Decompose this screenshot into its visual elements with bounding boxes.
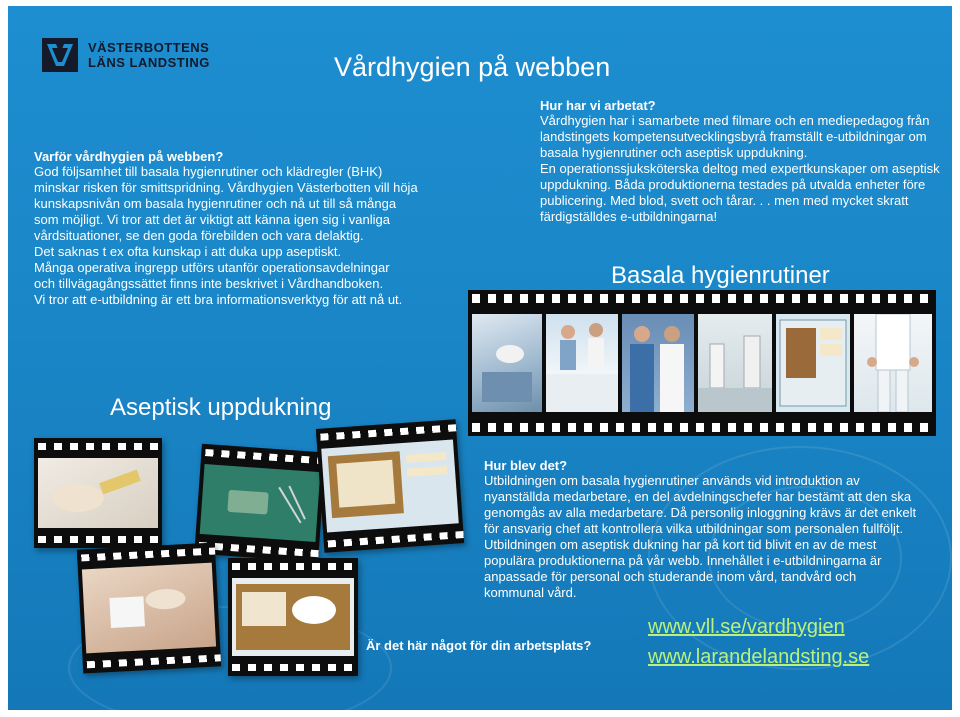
why-heading: Varför vårdhygien på webben? — [34, 149, 224, 164]
result-line: nyanställda medarbetare, en del avdelningschefer har bestämt att den ska — [484, 489, 912, 504]
film-perforation-bottom — [34, 536, 162, 543]
film-perforation-top — [228, 563, 358, 570]
how-worked-line: En operationssjuksköterska deltog med expertkunskaper om aseptisk — [540, 161, 940, 176]
nurses-bed-icon — [546, 314, 618, 412]
snapshot-hands — [77, 542, 221, 673]
film-perforation-top — [316, 424, 456, 441]
link-larandelandsting[interactable]: www.larandelandsting.se — [648, 646, 870, 668]
why-line: som möjligt. Vi tror att det är viktigt att känna igen sig i vanliga — [34, 212, 390, 227]
result-line: populära produktionerna på vår webb. Innehållet i e-utbildningarna är — [484, 553, 882, 568]
how-worked-line: uppdukning. Båda produktionerna testades på utvalda enheter före — [540, 177, 926, 192]
film-perforation-top — [34, 443, 162, 450]
hands-gauze-icon — [82, 563, 216, 654]
film-perforation-top — [201, 449, 325, 465]
quiz-screen-photo — [232, 578, 354, 656]
sanitizer-bottles-icon — [698, 314, 772, 412]
film-frame-quiz — [776, 314, 850, 412]
why-line: God följsamhet till basala hygienrutiner och klädregler (BHK) — [34, 164, 383, 179]
result-body — [484, 473, 944, 601]
result-line: anpassade för personal och studerande inom vård, tandvård och — [484, 569, 857, 584]
snapshot-screen-2 — [228, 558, 358, 676]
logo-line-2: LÄNS LANDSTING — [88, 55, 210, 70]
result-line: genomgås av alla medarbetare. Då personlig inloggning krävs är det enkelt — [484, 505, 917, 520]
result-section — [484, 458, 944, 601]
link-vardhygien[interactable]: www.vll.se/vardhygien — [648, 616, 845, 638]
glove-hands-icon — [472, 314, 542, 412]
film-perforation-bottom — [324, 531, 464, 548]
snapshot-screen-1 — [316, 419, 464, 552]
snapshot-gloves — [34, 438, 162, 548]
call-to-action: Är det här något för din arbetsplats? — [366, 638, 592, 653]
why-section — [34, 149, 434, 308]
film-perforation-bottom — [468, 423, 936, 432]
logo — [42, 38, 210, 72]
basala-label: Basala hygienrutiner — [611, 262, 830, 289]
how-worked-body — [540, 113, 945, 225]
film-frame-staff — [622, 314, 694, 412]
aseptisk-label: Aseptisk uppdukning — [110, 394, 332, 421]
result-line: Utbildningen om basala hygienrutiner används vid introduktion av — [484, 473, 860, 488]
film-perforation-top — [77, 547, 215, 561]
why-line: minskar risken för smittspridning. Vårdhygien Västerbotten vill höja — [34, 180, 418, 195]
result-heading: Hur blev det? — [484, 458, 568, 473]
page-title: Vårdhygien på webben — [334, 52, 611, 82]
hands-packing-photo — [82, 563, 216, 654]
why-line: kunskapsnivån om basala hygienrutiner och nå ut till så många — [34, 196, 397, 211]
work-uniform-icon — [854, 314, 932, 412]
how-worked-section — [540, 98, 945, 225]
why-line: och tillvägagångssättet finns inte beskrivet i Vårdhandboken. — [34, 276, 384, 291]
result-line: kommunal vård. — [484, 585, 577, 600]
film-strip-basala — [468, 290, 936, 436]
how-worked-line: färdigställdes e-utbildningarna! — [540, 209, 718, 224]
landsting-logo-icon — [42, 38, 78, 72]
film-frame-bed — [546, 314, 618, 412]
why-line: Många operativa ingrepp utförs utanför operationsavdelningar — [34, 260, 390, 275]
result-line: för ansvarig chef att kontrollera vilka utbildningar som personalen fullföljt. — [484, 521, 904, 536]
e-learning-slide-icon — [321, 439, 459, 532]
poster — [8, 6, 952, 710]
film-frame-uniform — [854, 314, 932, 412]
logo-line-1: VÄSTERBOTTENS — [88, 40, 210, 55]
e-learning-quiz-icon — [232, 578, 354, 656]
staff-portrait-icon — [622, 314, 694, 412]
how-worked-heading: Hur har vi arbetat? — [540, 98, 656, 113]
film-perforation-bottom — [228, 664, 358, 671]
sterile-gloves-photo — [38, 458, 158, 528]
e-learning-screen-photo — [321, 439, 459, 532]
film-perforation-top — [468, 294, 936, 303]
how-worked-line: landstingets kompetensutvecklingsbyrå framställt e-utbildningar om — [540, 129, 927, 144]
how-worked-line: basala hygienrutiner och aseptisk uppdukning. — [540, 145, 808, 160]
film-frame-bottles — [698, 314, 772, 412]
why-body — [34, 164, 434, 308]
why-line: vårdsituationer, se den goda förebilden och vara delaktig. — [34, 228, 364, 243]
result-line: Utbildningen om aseptisk dukning har på kort tid blivit en av de mest — [484, 537, 877, 552]
how-worked-line: Vårdhygien har i samarbete med filmare och en mediepedagog från — [540, 113, 930, 128]
how-worked-line: publicering. Med blod, svett och tårar. . . men med mycket skratt — [540, 193, 909, 208]
e-learning-quiz-icon — [776, 314, 850, 412]
film-frame-gloves — [472, 314, 542, 412]
why-line: Vi tror att e-utbildning är ett bra informationsverktyg för att nå ut. — [34, 292, 403, 307]
gloved-hand-icon — [38, 458, 158, 528]
instrument-pack-icon — [200, 464, 321, 542]
film-perforation-bottom — [83, 654, 221, 668]
why-line: Det saknas t ex ofta kunskap i att duka upp aseptiskt. — [34, 244, 342, 259]
instrument-tray-photo — [200, 464, 321, 542]
